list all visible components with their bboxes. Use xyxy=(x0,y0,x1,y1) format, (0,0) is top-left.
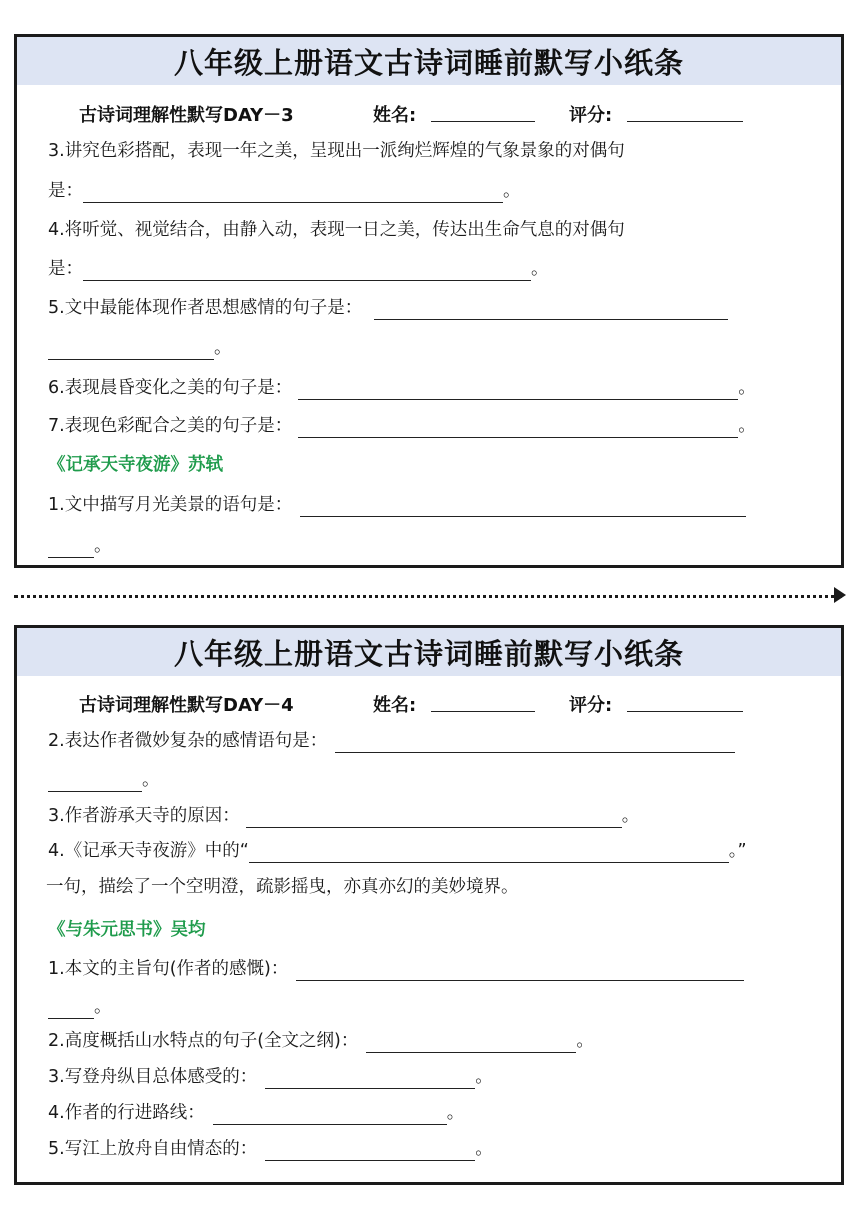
question-text: 是： xyxy=(48,259,83,279)
answer-blank[interactable] xyxy=(374,299,728,320)
answer-blank[interactable] xyxy=(213,1104,447,1125)
question-text: 3.写登舟纵目总体感受的： xyxy=(48,1067,258,1087)
question-4 xyxy=(48,839,747,863)
question-3-answer xyxy=(48,179,521,203)
period: 。 xyxy=(621,806,640,826)
question-3 xyxy=(48,139,625,163)
question-text: 6.表现晨昏变化之美的句子是： xyxy=(48,378,293,398)
question-text: 4.《记承天寺夜游》中的“ xyxy=(48,841,249,861)
section-question-1-answer xyxy=(48,534,112,558)
score-blank[interactable] xyxy=(627,101,743,122)
card-title: 八年级上册语文古诗词睡前默写小纸条 xyxy=(17,37,841,85)
question-4-answer xyxy=(48,257,549,281)
question-text: 是： xyxy=(48,181,83,201)
section-question-1 xyxy=(48,957,744,981)
subtitle: 古诗词理解性默写DAY－4 xyxy=(79,695,294,716)
worksheet-card-day4 xyxy=(14,625,844,1185)
question-text: 4.将听觉、视觉结合，由静入动，表现一日之美，传达出生命气息的对偶句 xyxy=(48,220,625,240)
question-2-answer xyxy=(48,768,160,792)
period: 。 xyxy=(576,1031,594,1051)
question-text: 1.本文的主旨句(作者的感慨)： xyxy=(48,959,289,979)
period: 。 xyxy=(475,1139,493,1159)
answer-blank[interactable] xyxy=(335,732,735,753)
period: 。 xyxy=(94,997,112,1017)
question-text: 2.高度概括山水特点的句子(全文之纲)： xyxy=(48,1031,359,1051)
question-5 xyxy=(48,296,728,320)
answer-blank[interactable] xyxy=(366,1032,576,1053)
answer-blank[interactable] xyxy=(300,496,746,517)
question-4-continuation: 一句，描绘了一个空明澄，疏影摇曳，亦真亦幻的美妙境界。 xyxy=(46,877,519,897)
question-4 xyxy=(48,218,625,242)
name-label: 姓名: xyxy=(373,105,417,126)
answer-blank[interactable] xyxy=(296,960,744,981)
closing-quote: 。” xyxy=(728,841,747,861)
card-title: 八年级上册语文古诗词睡前默写小纸条 xyxy=(17,628,841,676)
period: 。 xyxy=(738,378,756,398)
answer-blank[interactable] xyxy=(48,339,214,360)
question-6 xyxy=(48,376,756,400)
period: 。 xyxy=(94,536,112,556)
section-question-3 xyxy=(48,1065,493,1089)
period: 。 xyxy=(475,1067,493,1087)
question-text: 3.作者游承天寺的原因： xyxy=(48,806,240,826)
answer-blank[interactable] xyxy=(249,842,729,863)
score-label: 评分: xyxy=(569,105,613,126)
period: 。 xyxy=(738,416,756,436)
answer-blank[interactable] xyxy=(48,537,94,558)
question-text: 4.作者的行进路线： xyxy=(48,1103,205,1123)
name-blank[interactable] xyxy=(431,101,535,122)
answer-blank[interactable] xyxy=(48,771,142,792)
answer-blank[interactable] xyxy=(298,379,738,400)
answer-blank[interactable] xyxy=(48,998,94,1019)
section-question-4 xyxy=(48,1101,464,1125)
answer-blank[interactable] xyxy=(265,1068,475,1089)
period: 。 xyxy=(214,338,232,358)
score-blank[interactable] xyxy=(627,691,743,712)
question-2 xyxy=(48,729,735,753)
section-title: 《记承天寺夜游》苏轼 xyxy=(48,455,223,475)
question-text: 3.讲究色彩搭配，表现一年之美，呈现出一派绚烂辉煌的气象景象的对偶句 xyxy=(48,141,625,161)
section-question-1-answer xyxy=(48,995,112,1019)
worksheet-card-day3 xyxy=(14,34,844,568)
section-question-5 xyxy=(48,1137,493,1161)
question-text: 1.文中描写月光美景的语句是： xyxy=(48,495,293,515)
question-text: 5.文中最能体现作者思想感情的句子是： xyxy=(48,298,363,318)
period: 。 xyxy=(142,770,160,790)
name-blank[interactable] xyxy=(431,691,535,712)
answer-blank[interactable] xyxy=(83,260,531,281)
answer-blank[interactable] xyxy=(246,807,622,828)
section-question-2 xyxy=(48,1029,594,1053)
dotted-divider xyxy=(14,595,842,598)
section-question-1 xyxy=(48,493,746,517)
subtitle: 古诗词理解性默写DAY－3 xyxy=(79,105,294,126)
question-7 xyxy=(48,414,756,438)
name-label: 姓名: xyxy=(373,695,417,716)
question-text: 2.表达作者微妙复杂的感情语句是： xyxy=(48,731,328,751)
arrow-right-icon xyxy=(834,587,846,603)
answer-blank[interactable] xyxy=(83,182,503,203)
period: 。 xyxy=(446,1103,465,1123)
answer-blank[interactable] xyxy=(265,1140,475,1161)
answer-blank[interactable] xyxy=(298,417,738,438)
period: 。 xyxy=(531,259,549,279)
question-text: 5.写江上放舟自由情态的： xyxy=(48,1139,258,1159)
score-label: 评分: xyxy=(569,695,613,716)
period: 。 xyxy=(503,181,521,201)
section-title: 《与朱元思书》吴均 xyxy=(48,920,206,940)
question-5-answer xyxy=(48,336,232,360)
question-text: 7.表现色彩配合之美的句子是： xyxy=(48,416,293,436)
question-3 xyxy=(48,804,639,828)
